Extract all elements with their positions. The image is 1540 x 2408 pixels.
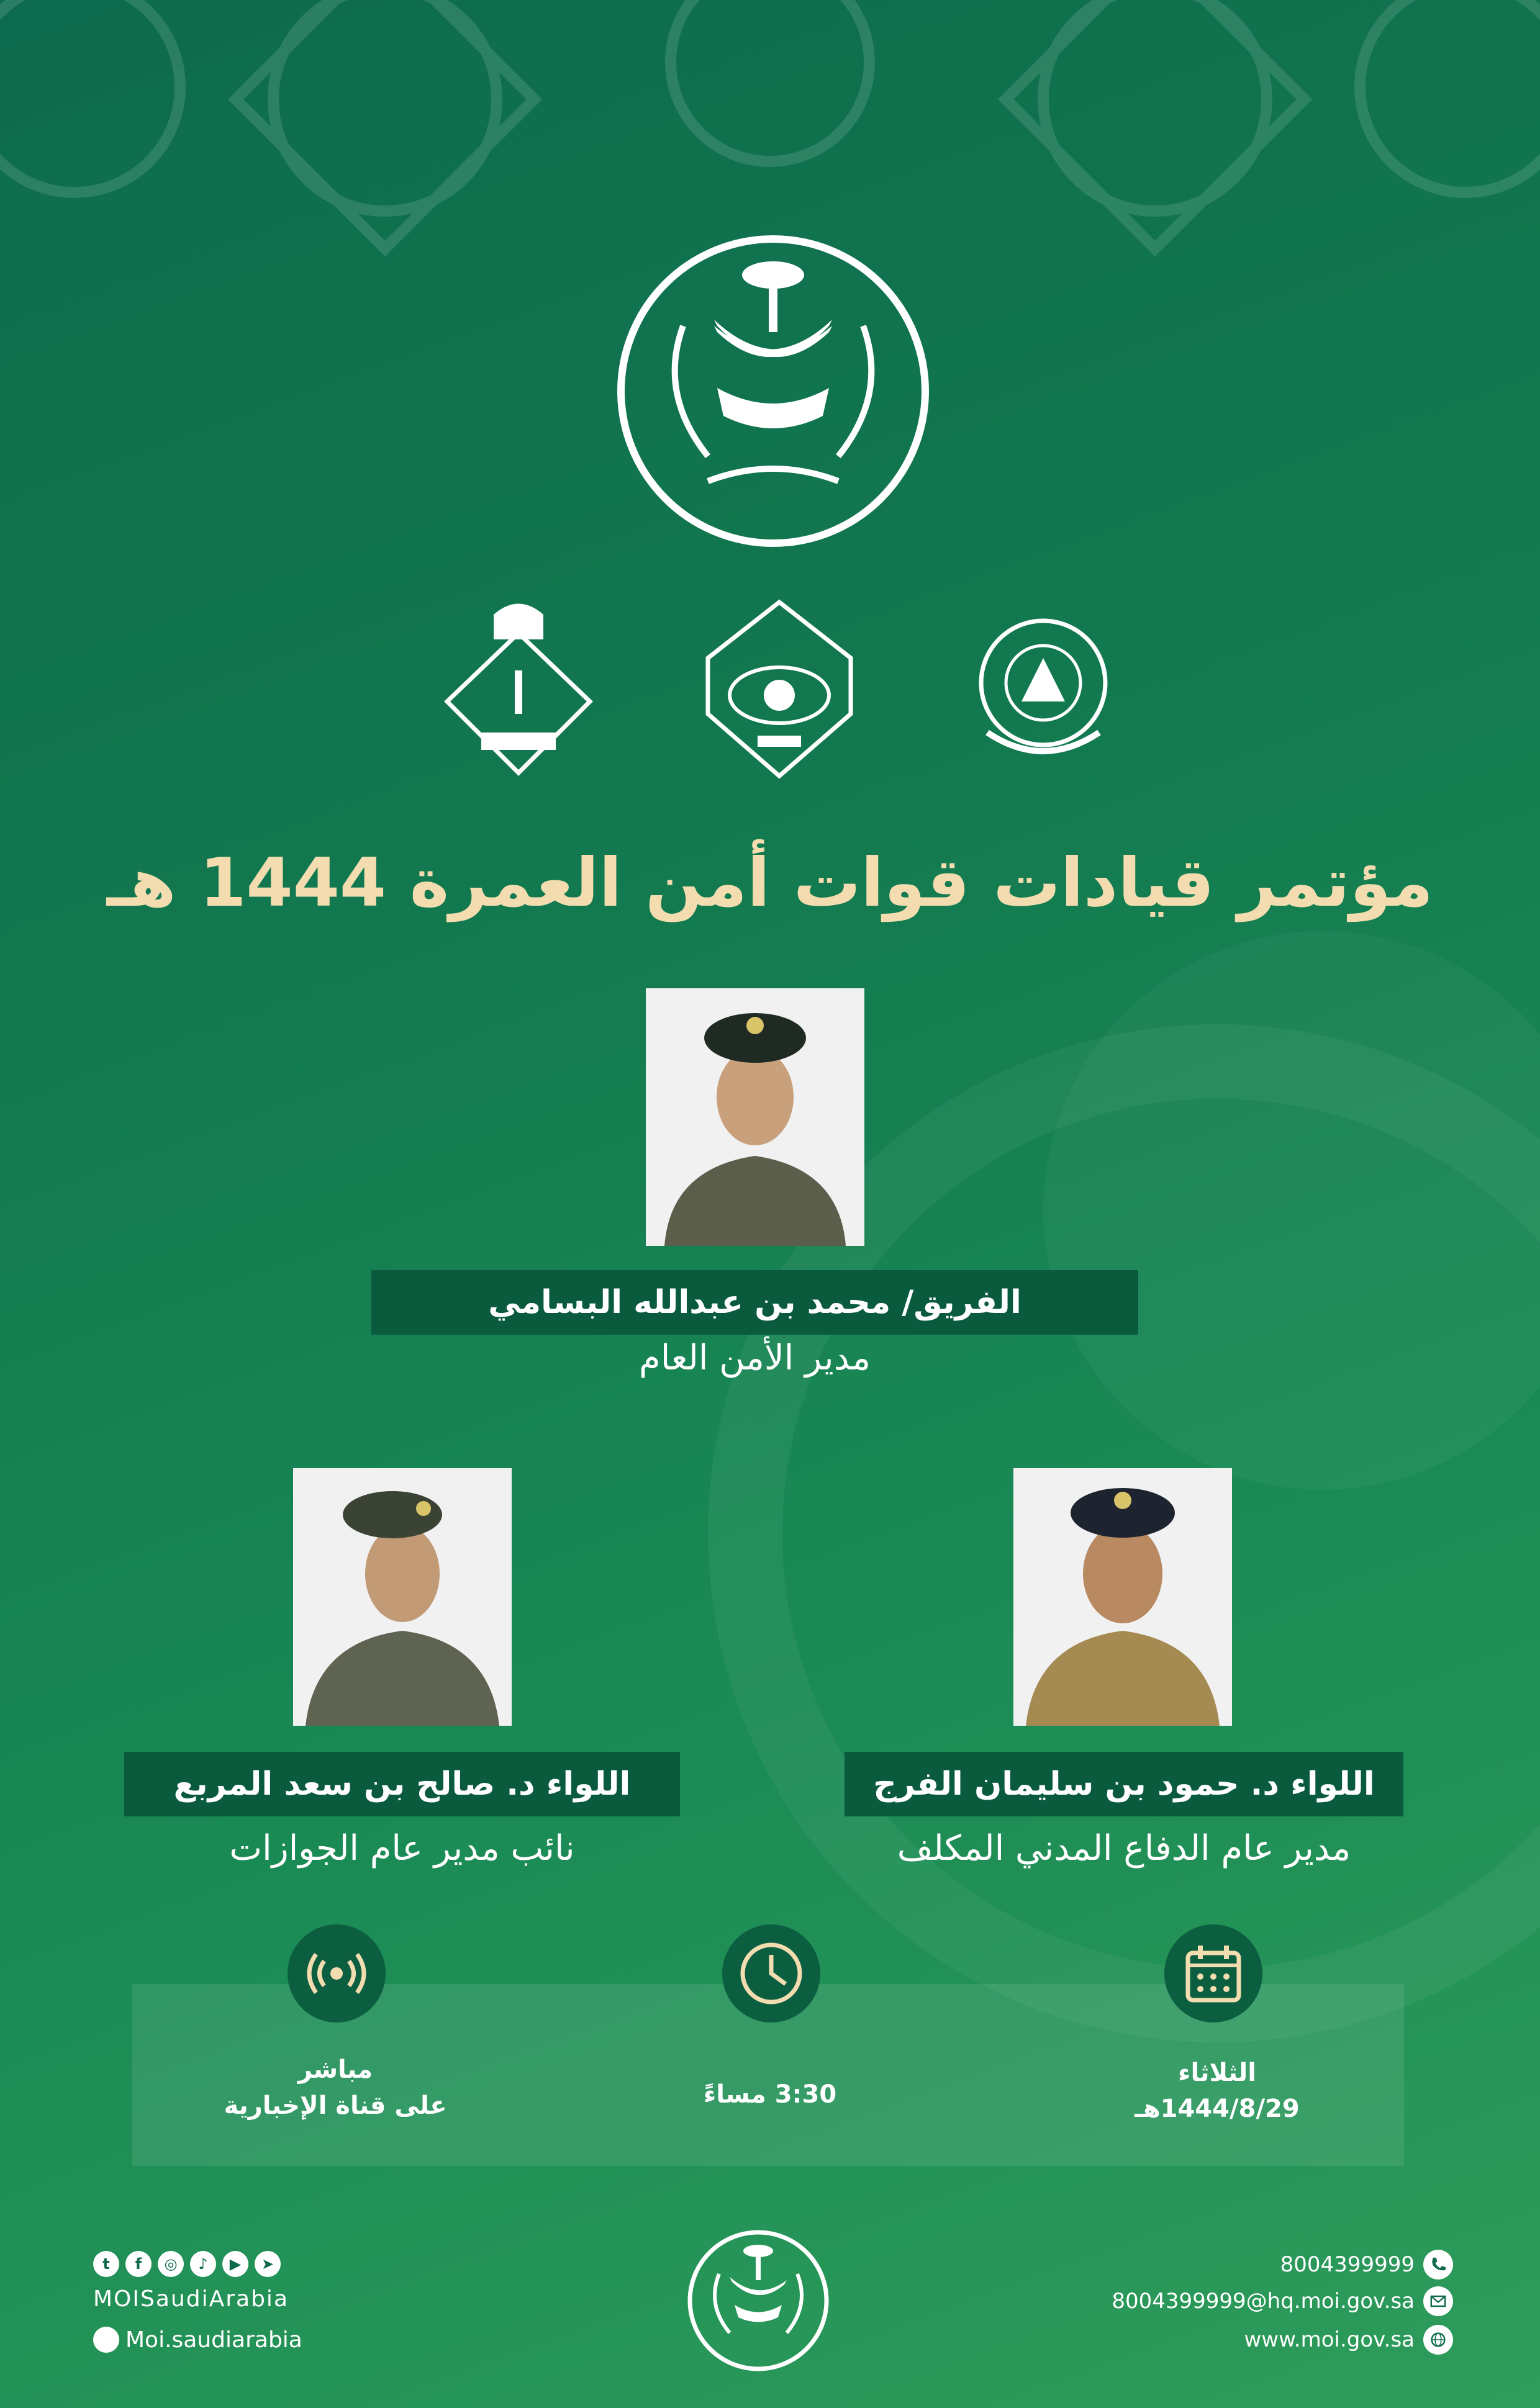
event-date: 1444/8/29هـ [1135,2095,1300,2123]
social-icons [93,2251,281,2277]
passports-logo-icon [438,596,599,782]
broadcast-label: مباشر [297,2055,373,2084]
portrait-main [646,988,864,1246]
portrait-image [646,988,864,1246]
speaker-name-right: اللواء د. حمود بن سليمان الفرج [845,1752,1403,1816]
facebook-icon[interactable]: f [125,2251,152,2277]
telegram-icon[interactable]: ➤ [255,2251,281,2277]
email-row [1112,2286,1453,2316]
snapchat-icon[interactable] [93,2327,119,2353]
civil-defense-logo-icon [962,596,1124,782]
speaker-role-left: نائب مدير عام الجوازات [229,1828,575,1869]
phone-number[interactable]: 8004399999 [1280,2252,1415,2277]
clock-icon [722,1924,820,2022]
calendar-icon [1164,1924,1262,2022]
broadcast-channel: على قناة الإخبارية [224,2091,447,2120]
ministry-emblem-icon [615,233,931,549]
speaker-role-right: مدير عام الدفاع المدني المكلف [897,1828,1351,1869]
public-security-logo-icon [699,596,860,782]
twitter-icon[interactable]: t [93,2251,119,2277]
speaker-name-left: اللواء د. صالح بن سعد المربع [124,1752,680,1816]
tiktok-icon[interactable]: ♪ [190,2251,216,2277]
event-day: الثلاثاء [1178,2059,1256,2087]
phone-icon [1423,2250,1453,2279]
speaker-role-main: مدير الأمن العام [639,1338,871,1378]
page-title: مؤتمر قيادات قوات أمن العمرة 1444 هـ [107,844,1433,922]
event-date-info [1087,2055,1348,2127]
portrait-image [293,1468,512,1726]
instagram-icon[interactable]: ◎ [158,2251,184,2277]
social-handle[interactable]: MOISaudiArabia [93,2286,289,2312]
email-icon [1423,2286,1453,2316]
portrait-image [1013,1468,1232,1726]
footer-emblem-icon [685,2227,831,2374]
broadcast-info [205,2052,466,2124]
live-broadcast-icon [288,1924,386,2022]
portrait-left [293,1468,512,1726]
website-url[interactable]: www.moi.gov.sa [1244,2327,1415,2352]
phone-row [1280,2250,1453,2279]
email-address[interactable]: 8004399999@hq.moi.gov.sa [1112,2289,1415,2314]
snapchat-row [93,2327,302,2353]
website-row [1244,2325,1453,2355]
youtube-icon[interactable]: ▶ [222,2251,248,2277]
speaker-name-main: الفريق/ محمد بن عبدالله البسامي [371,1270,1138,1335]
globe-icon [1423,2325,1453,2355]
event-time: 3:30 مساءً [703,2080,837,2109]
portrait-right [1013,1468,1232,1726]
snapchat-handle[interactable]: Moi.saudiarabia [125,2327,302,2353]
